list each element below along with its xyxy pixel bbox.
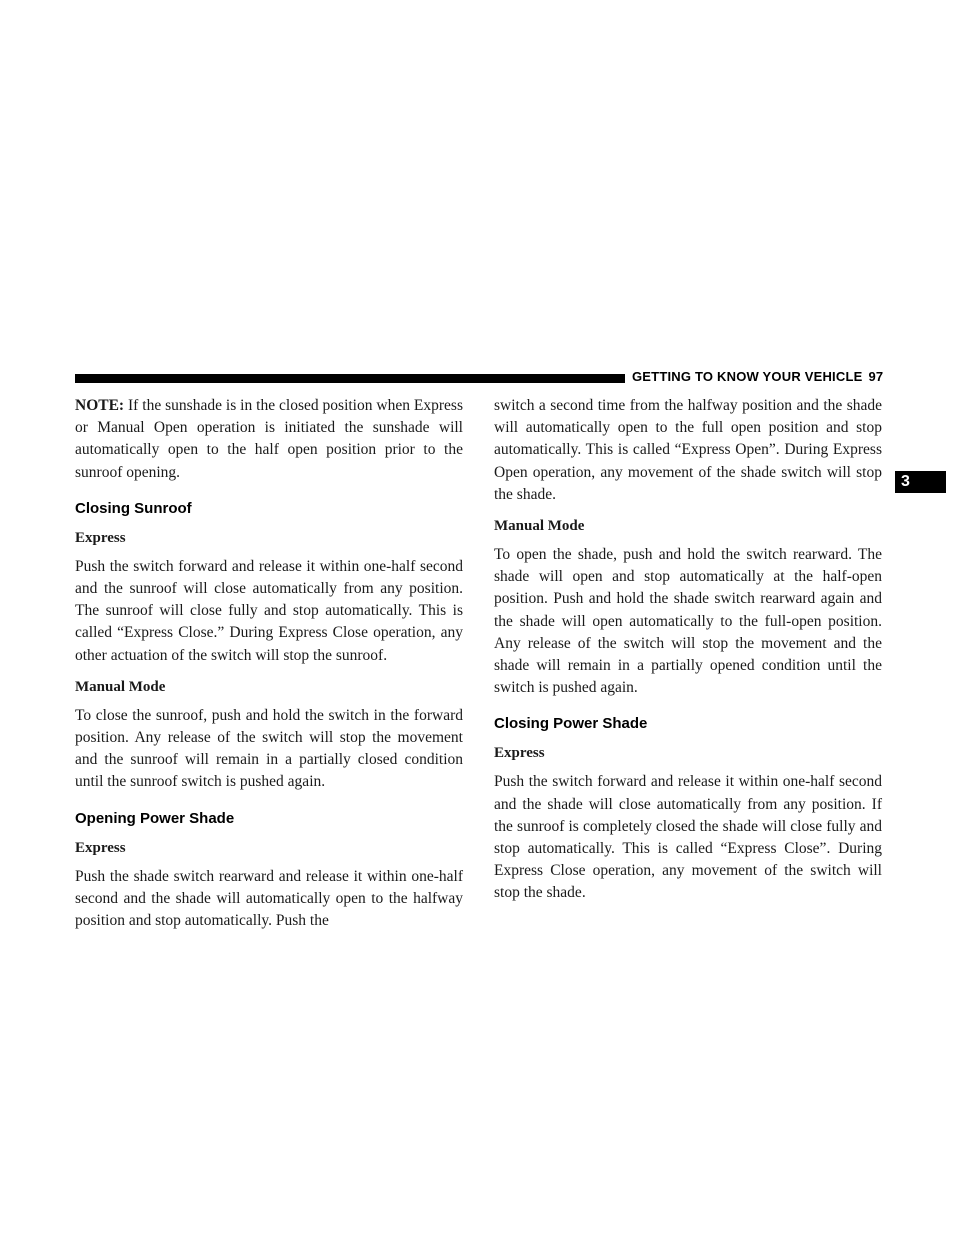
note-label: NOTE: [75,397,125,414]
note-paragraph [75,395,463,484]
section-title: GETTING TO KNOW YOUR VEHICLE [632,369,863,384]
subheading-manual-mode: Manual Mode [494,518,585,535]
subheading-express: Express [75,839,126,856]
paragraph-express-close-shade: Push the switch forward and release it within one-half second and the shade will close automatically from any position. If the sunroof is completely closed the shade will close fully and stop automatically. This is called “Express Close”. During Express Close operation, any movement of the switch will stop the shade. [494,773,882,902]
paragraph-express-open-shade-continued: switch a second time from the halfway position and the shade will automatically open to the full open position and stop automatically. This is called “Express Open”. During Express Open operation, any movement of the shade switch will stop the shade. [494,397,882,503]
page-number: 97 [868,369,884,384]
subheading-manual-mode: Manual Mode [75,678,166,695]
heading-closing-power-shade: Closing Power Shade [494,715,648,733]
note-text: If the sunshade is in the closed position when Express or Manual Open operation is initiated the sunshade will automatically open to the half open position prior to the sunroof opening. [75,397,463,481]
left-column [75,395,463,932]
paragraph-express-close-sunroof: Push the switch forward and release it within one-half second and the sunroof will close automatically from any position. The sunroof will close fully and stop automatically. This is called “Express Close.” During Express Close operation, any other actuation of the switch will stop the sunroof. [75,557,463,664]
running-header [632,369,882,384]
heading-closing-sunroof: Closing Sunroof [75,499,192,517]
chapter-tab: 3 [895,471,946,493]
subheading-express: Express [75,529,126,546]
paragraph-manual-open-shade: To open the shade, push and hold the switch rearward. The shade will open and stop automatically at the half-open position. Push and hold the shade switch rearward again and the shade will open automatically to the full-open position. Any release of the switch will stop the movement and the shade will remain in a partially opened condition until the switch is pushed again. [494,546,882,697]
paragraph-express-open-shade: Push the shade switch rearward and release it within one-half second and the shade will automatically open to the halfway position and stop automatically. Push the [75,867,463,930]
heading-opening-power-shade: Opening Power Shade [75,809,235,827]
header-rule [75,374,625,383]
right-column [494,395,882,905]
subheading-express: Express [494,745,545,762]
paragraph-manual-close-sunroof: To close the sunroof, push and hold the switch in the forward position. Any release of the switch will stop the movement and the sunroof will remain in a partially closed condition until the sunroof switch is pushed again. [75,706,463,791]
